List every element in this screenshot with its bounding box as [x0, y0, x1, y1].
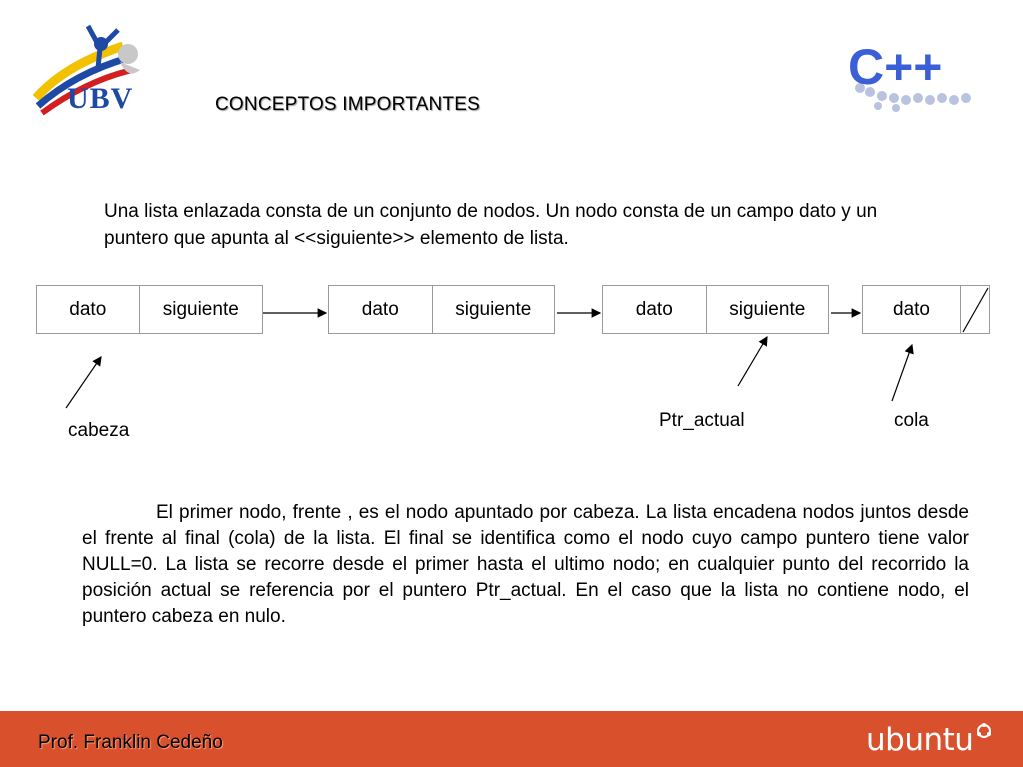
label-cabeza: cabeza	[68, 420, 130, 441]
ptr-actual-arrow	[738, 337, 767, 386]
node-2-siguiente: siguiente	[432, 286, 554, 333]
ubuntu-circle-icon	[975, 722, 993, 740]
label-ptr-actual: Ptr_actual	[659, 410, 745, 431]
node-1-siguiente: siguiente	[139, 286, 262, 333]
node-2-dato: dato	[361, 298, 399, 320]
node-4-dato: dato	[893, 298, 930, 320]
node-3-dato: dato	[635, 298, 673, 320]
ubuntu-logo-text: ubuntu	[866, 722, 974, 758]
label-cola: cola	[894, 410, 929, 431]
cpp-logo-text: C++	[848, 39, 943, 95]
node-1-dato: dato	[69, 298, 107, 320]
cabeza-arrow	[66, 357, 101, 408]
explanation-paragraph: El primer nodo, frente , es el nodo apuntado por cabeza. La lista encadena nodos juntos desde el frente al final (cola) de la lista. El final se identifica como el nodo cuyo campo puntero tiene valor NULL=0. La lista se recorre desde el primer hasta el ultimo nodo; en cualquier punto del recorrido la posición actual se referencia por el puntero Ptr_actual. En el caso que la lista no contiene nodo, el puntero cabeza en nulo.	[82, 502, 969, 627]
node-3-siguiente: siguiente	[706, 286, 828, 333]
cola-arrow	[892, 345, 912, 401]
slide-title: CONCEPTOS IMPORTANTES	[215, 94, 480, 115]
intro-text: Una lista enlazada consta de un conjunto de nodos. Un nodo consta de un campo dato y un puntero que apunta al <<siguiente>> elemento de lista.	[104, 201, 878, 249]
ubv-logo-text: UBV	[67, 82, 134, 115]
footer-author: Prof. Franklin Cedeño	[38, 732, 223, 753]
